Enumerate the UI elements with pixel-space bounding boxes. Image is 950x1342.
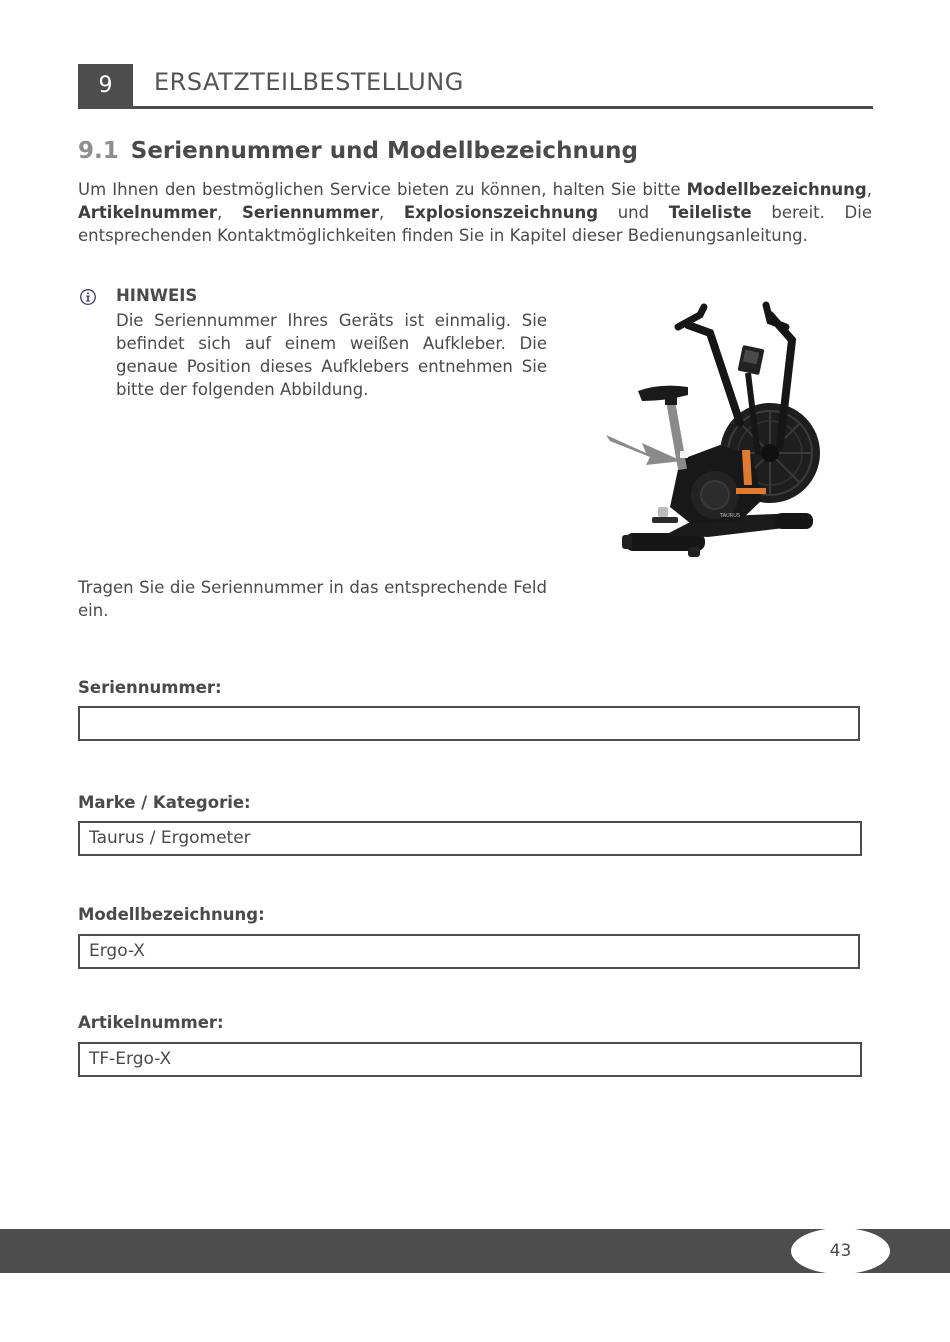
intro-paragraph [78,178,872,247]
intro-text: , [378,203,404,222]
footrest-left [652,517,678,523]
intro-bold: Artikelnummer [78,203,218,222]
intro-text: Um Ihnen den bestmöglichen Service bieten zu können, halten Sie bitte [78,180,687,199]
intro-text: bereit. Die entsprechenden Kontaktmöglichkeiten finden Sie in Kapitel dieser Bedienungsanleitung. [78,203,872,245]
info-icon [79,288,97,306]
seat-clamp [665,395,677,405]
brand-mark: TAURUS [720,513,741,519]
air-bike-figure [570,285,872,583]
pedal-left [658,507,668,517]
intro-bold: Explosionszeichnung [403,203,599,222]
enter-instruction: Tragen Sie die Seriennummer in das entsprechende Feld ein. [78,578,547,620]
intro-text: , [866,180,872,199]
intro-bold: Seriennummer [241,203,379,222]
note-title: HINWEIS [116,286,198,305]
serial-sticker [680,451,688,458]
note-text: Die Seriennummer Ihres Geräts ist einmalig. Sie befindet sich auf einem weißen Aufkleber. Die genaue Position dieses Aufklebers entnehmen Sie bitte der folgenden Abbildung. [116,311,547,399]
brand-category-field[interactable]: Taurus / Ergometer [78,821,862,856]
chapter-number: 9 [78,64,133,108]
intro-text: und [598,203,669,222]
fan-hub [761,444,779,462]
serial-number-label: Seriennummer: [78,678,222,697]
seat [638,386,688,401]
arrow-pointer [606,435,682,465]
serial-number-field[interactable] [78,706,860,741]
accent-orange-lower [736,488,766,494]
flywheel-hub [701,481,729,509]
front-foot-leveler [688,547,700,557]
section-number: 9.1 [78,138,119,164]
model-name-label: Modellbezeichnung: [78,905,265,924]
article-number-field[interactable]: TF-Ergo-X [78,1042,862,1077]
section-title-text: Seriennummer und Modellbezeichnung [130,138,639,164]
brand-category-label: Marke / Kategorie: [78,793,251,812]
article-number-label: Artikelnummer: [78,1013,224,1032]
intro-text: , [217,203,242,222]
intro-bold: Modellbezeichnung [686,180,867,199]
chapter-header [78,64,873,109]
section-title [78,138,638,164]
chapter-title: ERSATZTEILBESTELLUNG [154,68,464,96]
left-handlebar [688,325,740,423]
intro-bold: Teileliste [668,203,752,222]
rear-foot [775,513,813,529]
model-name-field[interactable]: Ergo-X [78,934,860,969]
page-number: 43 [791,1228,890,1274]
front-foot-wheel [622,535,632,549]
